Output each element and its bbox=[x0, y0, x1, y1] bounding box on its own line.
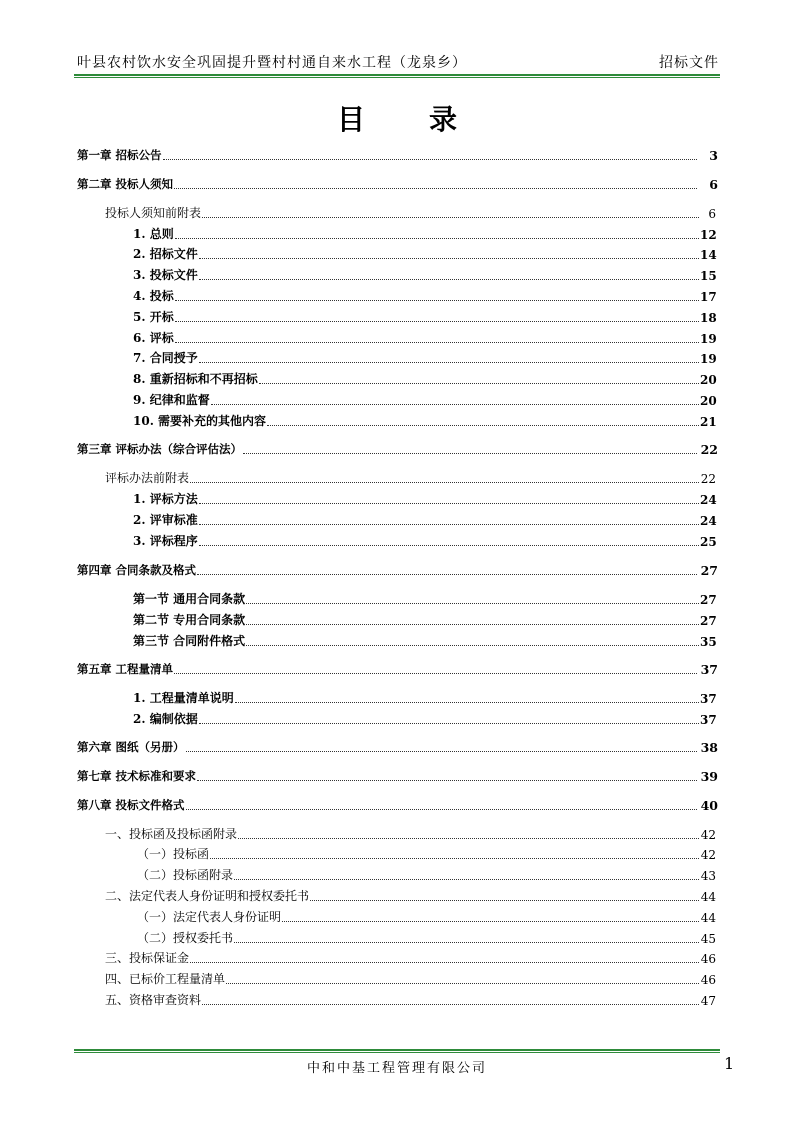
toc-label: 4. 投标 bbox=[133, 289, 174, 303]
toc-leader bbox=[199, 275, 699, 280]
toc-label: 第一节 通用合同条款 bbox=[133, 592, 246, 606]
toc-entry[interactable] bbox=[105, 888, 716, 904]
toc-leader bbox=[199, 520, 699, 525]
toc-page: 46 bbox=[700, 973, 716, 987]
toc-label: 1. 总则 bbox=[133, 227, 174, 241]
toc-label: 第七章 技术标准和要求 bbox=[77, 769, 197, 783]
toc-leader bbox=[175, 338, 699, 343]
toc-leader bbox=[234, 875, 699, 880]
toc-leader bbox=[310, 896, 699, 901]
toc-label: 第三章 评标办法（综合评估法） bbox=[77, 442, 243, 456]
toc-page: 27 bbox=[700, 593, 717, 607]
toc-leader bbox=[199, 541, 699, 546]
toc-label: 8. 重新招标和不再招标 bbox=[133, 372, 258, 386]
toc-label: 第二章 投标人须知 bbox=[77, 177, 174, 191]
toc-entry[interactable] bbox=[133, 350, 716, 366]
page-title: 目录 bbox=[336, 103, 521, 136]
page-header bbox=[77, 52, 719, 72]
toc-page: 17 bbox=[700, 290, 717, 304]
toc-leader bbox=[243, 449, 697, 454]
toc-page: 37 bbox=[700, 713, 717, 727]
toc-label: 第二节 专用合同条款 bbox=[133, 613, 246, 627]
toc-leader bbox=[282, 917, 699, 922]
header-rule-thin bbox=[74, 77, 720, 78]
toc-page: 40 bbox=[700, 798, 718, 813]
toc-page: 42 bbox=[700, 828, 716, 842]
toc-page: 27 bbox=[700, 563, 718, 578]
toc-label: （一）投标函 bbox=[137, 847, 210, 861]
toc-label: （二）授权委托书 bbox=[137, 931, 234, 945]
toc-leader bbox=[246, 620, 699, 625]
toc-label: 3. 评标程序 bbox=[133, 534, 198, 548]
footer-company: 中和中基工程管理有限公司 bbox=[306, 1061, 487, 1076]
toc-page: 12 bbox=[700, 228, 717, 242]
toc-label: 1. 评标方法 bbox=[133, 492, 198, 506]
toc-page: 44 bbox=[700, 890, 716, 904]
toc-leader bbox=[190, 958, 699, 963]
toc-leader bbox=[186, 747, 697, 752]
toc-label: 五、资格审查资料 bbox=[105, 993, 202, 1007]
toc-page: 15 bbox=[700, 269, 717, 283]
toc-entry[interactable] bbox=[137, 930, 716, 946]
toc-entry[interactable] bbox=[77, 797, 718, 813]
toc-label: 2. 招标文件 bbox=[133, 247, 198, 261]
toc-leader bbox=[197, 570, 697, 575]
toc-leader bbox=[175, 234, 699, 239]
toc-entry[interactable] bbox=[133, 512, 716, 528]
toc-entry[interactable] bbox=[133, 309, 716, 325]
toc-entry[interactable] bbox=[133, 690, 716, 706]
toc-page: 47 bbox=[700, 994, 716, 1008]
toc-leader bbox=[175, 317, 699, 322]
toc-entry[interactable] bbox=[77, 768, 718, 784]
toc-page: 37 bbox=[700, 662, 718, 677]
toc-label: （一）法定代表人身份证明 bbox=[137, 910, 282, 924]
toc-label: 四、已标价工程量清单 bbox=[105, 972, 226, 986]
toc-leader bbox=[202, 213, 699, 218]
toc-page: 19 bbox=[700, 332, 717, 346]
page-number: 1 bbox=[724, 1054, 735, 1073]
toc-leader bbox=[163, 155, 697, 160]
toc-entry[interactable] bbox=[133, 413, 716, 429]
toc-entry[interactable] bbox=[133, 533, 716, 549]
toc-label: 7. 合同授予 bbox=[133, 351, 198, 365]
toc-entry[interactable] bbox=[105, 950, 716, 966]
toc-leader bbox=[226, 979, 699, 984]
toc-entry[interactable] bbox=[137, 867, 716, 883]
toc-leader bbox=[199, 358, 699, 363]
toc-label: 评标办法前附表 bbox=[105, 471, 190, 485]
toc-leader bbox=[186, 805, 697, 810]
toc-page: 37 bbox=[700, 692, 717, 706]
toc-leader bbox=[235, 698, 699, 703]
toc-label: 第八章 投标文件格式 bbox=[77, 798, 185, 812]
toc-entry[interactable] bbox=[133, 288, 716, 304]
toc-label: 投标人须知前附表 bbox=[105, 206, 202, 220]
footer-rule bbox=[74, 1049, 720, 1051]
toc-label: 一、投标函及投标函附录 bbox=[105, 827, 238, 841]
toc-label: 2. 评审标准 bbox=[133, 513, 198, 527]
toc-page: 18 bbox=[700, 311, 717, 325]
toc-page: 6 bbox=[708, 207, 716, 221]
toc-page: 6 bbox=[709, 177, 718, 192]
toc-label: 6. 评标 bbox=[133, 331, 174, 345]
toc-leader bbox=[211, 400, 699, 405]
toc-page: 22 bbox=[700, 442, 718, 457]
toc-entry[interactable] bbox=[105, 470, 716, 486]
toc-page: 45 bbox=[700, 932, 716, 946]
toc-entry[interactable] bbox=[105, 205, 716, 221]
toc-entry[interactable] bbox=[133, 226, 716, 242]
toc-entry[interactable] bbox=[77, 661, 718, 677]
toc-entry[interactable] bbox=[133, 392, 716, 408]
toc-page: 22 bbox=[700, 472, 716, 486]
toc-page: 39 bbox=[700, 769, 718, 784]
toc-entry[interactable] bbox=[133, 491, 716, 507]
toc-label: 2. 编制依据 bbox=[133, 712, 198, 726]
toc-label: 9. 纪律和监督 bbox=[133, 393, 210, 407]
toc-page: 46 bbox=[700, 952, 716, 966]
toc-leader bbox=[267, 421, 699, 426]
toc-entry[interactable] bbox=[77, 441, 718, 457]
toc-leader bbox=[174, 184, 697, 189]
toc-entry[interactable] bbox=[133, 591, 716, 607]
toc-label: 1. 工程量清单说明 bbox=[133, 691, 234, 705]
toc-entry[interactable] bbox=[105, 826, 716, 842]
toc-entry[interactable] bbox=[77, 147, 718, 163]
toc-page: 35 bbox=[700, 635, 717, 649]
toc-leader bbox=[210, 854, 699, 859]
toc-label: 10. 需要补充的其他内容 bbox=[133, 414, 267, 428]
toc-label: 第三节 合同附件格式 bbox=[133, 634, 246, 648]
header-rule bbox=[74, 74, 720, 76]
toc-leader bbox=[246, 641, 699, 646]
toc-entry[interactable] bbox=[133, 711, 716, 727]
toc-entry[interactable] bbox=[77, 176, 718, 192]
toc-label: 第六章 图纸（另册） bbox=[77, 740, 185, 754]
toc-leader bbox=[234, 938, 699, 943]
toc-entry[interactable] bbox=[133, 330, 716, 346]
toc-entry[interactable] bbox=[77, 562, 718, 578]
toc-label: 二、法定代表人身份证明和授权委托书 bbox=[105, 889, 310, 903]
toc-label: 5. 开标 bbox=[133, 310, 174, 324]
toc-page: 20 bbox=[700, 373, 717, 387]
footer-rule-thin bbox=[74, 1052, 720, 1053]
toc-entry[interactable] bbox=[133, 246, 716, 262]
toc-label: 3. 投标文件 bbox=[133, 268, 198, 282]
toc-page: 20 bbox=[700, 394, 717, 408]
toc-entry[interactable] bbox=[137, 909, 716, 925]
toc-page: 21 bbox=[700, 415, 717, 429]
toc-label: 第五章 工程量清单 bbox=[77, 662, 174, 676]
toc-entry[interactable] bbox=[133, 267, 716, 283]
toc-leader bbox=[246, 599, 699, 604]
toc-entry[interactable] bbox=[77, 739, 718, 755]
toc-page: 38 bbox=[700, 740, 718, 755]
toc-entry[interactable] bbox=[133, 371, 716, 387]
toc-page: 24 bbox=[700, 493, 717, 507]
toc-page: 19 bbox=[700, 352, 717, 366]
toc-entry[interactable] bbox=[137, 846, 716, 862]
toc-leader bbox=[199, 719, 699, 724]
toc-entry[interactable] bbox=[133, 612, 716, 628]
toc-page: 24 bbox=[700, 514, 717, 528]
header-project-title: 叶县农村饮水安全巩固提升暨村村通自来水工程（龙泉乡） bbox=[77, 55, 467, 71]
toc-leader bbox=[175, 296, 699, 301]
toc-leader bbox=[174, 669, 697, 674]
toc-leader bbox=[199, 499, 699, 504]
toc-leader bbox=[259, 379, 699, 384]
toc-leader bbox=[238, 834, 699, 839]
toc-leader bbox=[202, 1000, 699, 1005]
toc-page: 27 bbox=[700, 614, 717, 628]
toc-label: 三、投标保证金 bbox=[105, 951, 190, 965]
toc-page: 42 bbox=[700, 848, 716, 862]
toc-label: 第四章 合同条款及格式 bbox=[77, 563, 197, 577]
toc-page: 44 bbox=[700, 911, 716, 925]
toc-entry[interactable] bbox=[105, 971, 716, 987]
toc-page: 25 bbox=[700, 535, 717, 549]
toc-label: 第一章 招标公告 bbox=[77, 148, 162, 162]
toc-leader bbox=[197, 776, 697, 781]
toc-entry[interactable] bbox=[105, 992, 716, 1008]
toc-page: 3 bbox=[709, 148, 718, 163]
toc-leader bbox=[190, 478, 699, 483]
toc-leader bbox=[199, 254, 699, 259]
header-doc-type: 招标文件 bbox=[659, 55, 719, 71]
toc-label: （二）投标函附录 bbox=[137, 868, 234, 882]
toc-page: 43 bbox=[700, 869, 716, 883]
toc-entry[interactable] bbox=[133, 633, 716, 649]
toc-page: 14 bbox=[700, 248, 717, 262]
